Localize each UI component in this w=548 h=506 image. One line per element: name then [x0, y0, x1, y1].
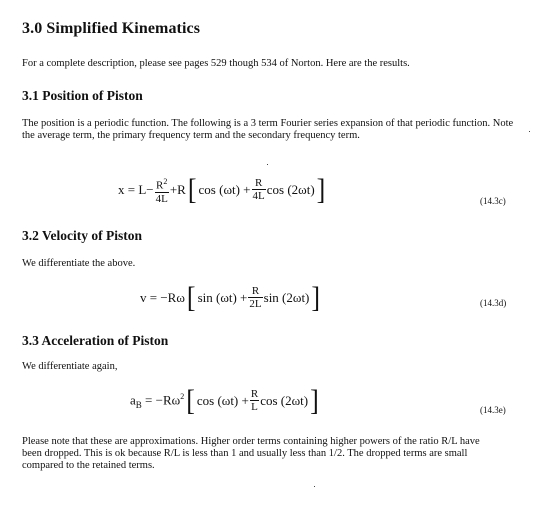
equation-number-position: (14.3c) [480, 196, 506, 206]
closing-paragraph: Please note that these are approximations. Higher order terms containing higher powers of the ratio R/L have been dropped. This is ok because R/L is less than 1 and usually less than 1/2. The dropped terms are small compared to the retained terms. [22, 436, 480, 472]
acceleration-paragraph: We differentiate again, [22, 361, 118, 372]
acceleration-equation: $a_B = -R\omega^2$ [ cos (ωt) + $\frac{R}{L}$ cos (2ωt) ] [130, 383, 319, 418]
section-title: 3.0 Simplified Kinematics [22, 20, 201, 37]
equation-number-acceleration: (14.3e) [480, 405, 506, 415]
velocity-paragraph: We differentiate the above. [22, 258, 136, 269]
heading-velocity: 3.2 Velocity of Piston [22, 228, 142, 243]
scan-speck [529, 131, 530, 132]
scan-speck [267, 164, 268, 165]
intro-paragraph: For a complete description, please see pages 529 though 534 of Norton. Here are the results. [22, 58, 410, 69]
heading-position: 3.1 Position of Piston [22, 88, 143, 103]
position-paragraph: The position is a periodic function. The following is a 3 term Fourier series expansion of that periodic function. Note the average term, the primary frequency term and the secondary frequency term. [22, 118, 514, 142]
velocity-equation: v = −Rω [ sin (ωt) + $\frac{R}{2L}$ sin (2ωt) ] [140, 280, 321, 315]
equation-number-velocity: (14.3d) [480, 298, 507, 308]
position-equation: x = L− $\frac{R^2}{4L}$ +R [ cos (ωt) + $\frac{R}{4L}$ cos (2ωt) ] [118, 173, 326, 207]
heading-acceleration: 3.3 Acceleration of Piston [22, 333, 169, 348]
scan-speck [314, 486, 315, 487]
